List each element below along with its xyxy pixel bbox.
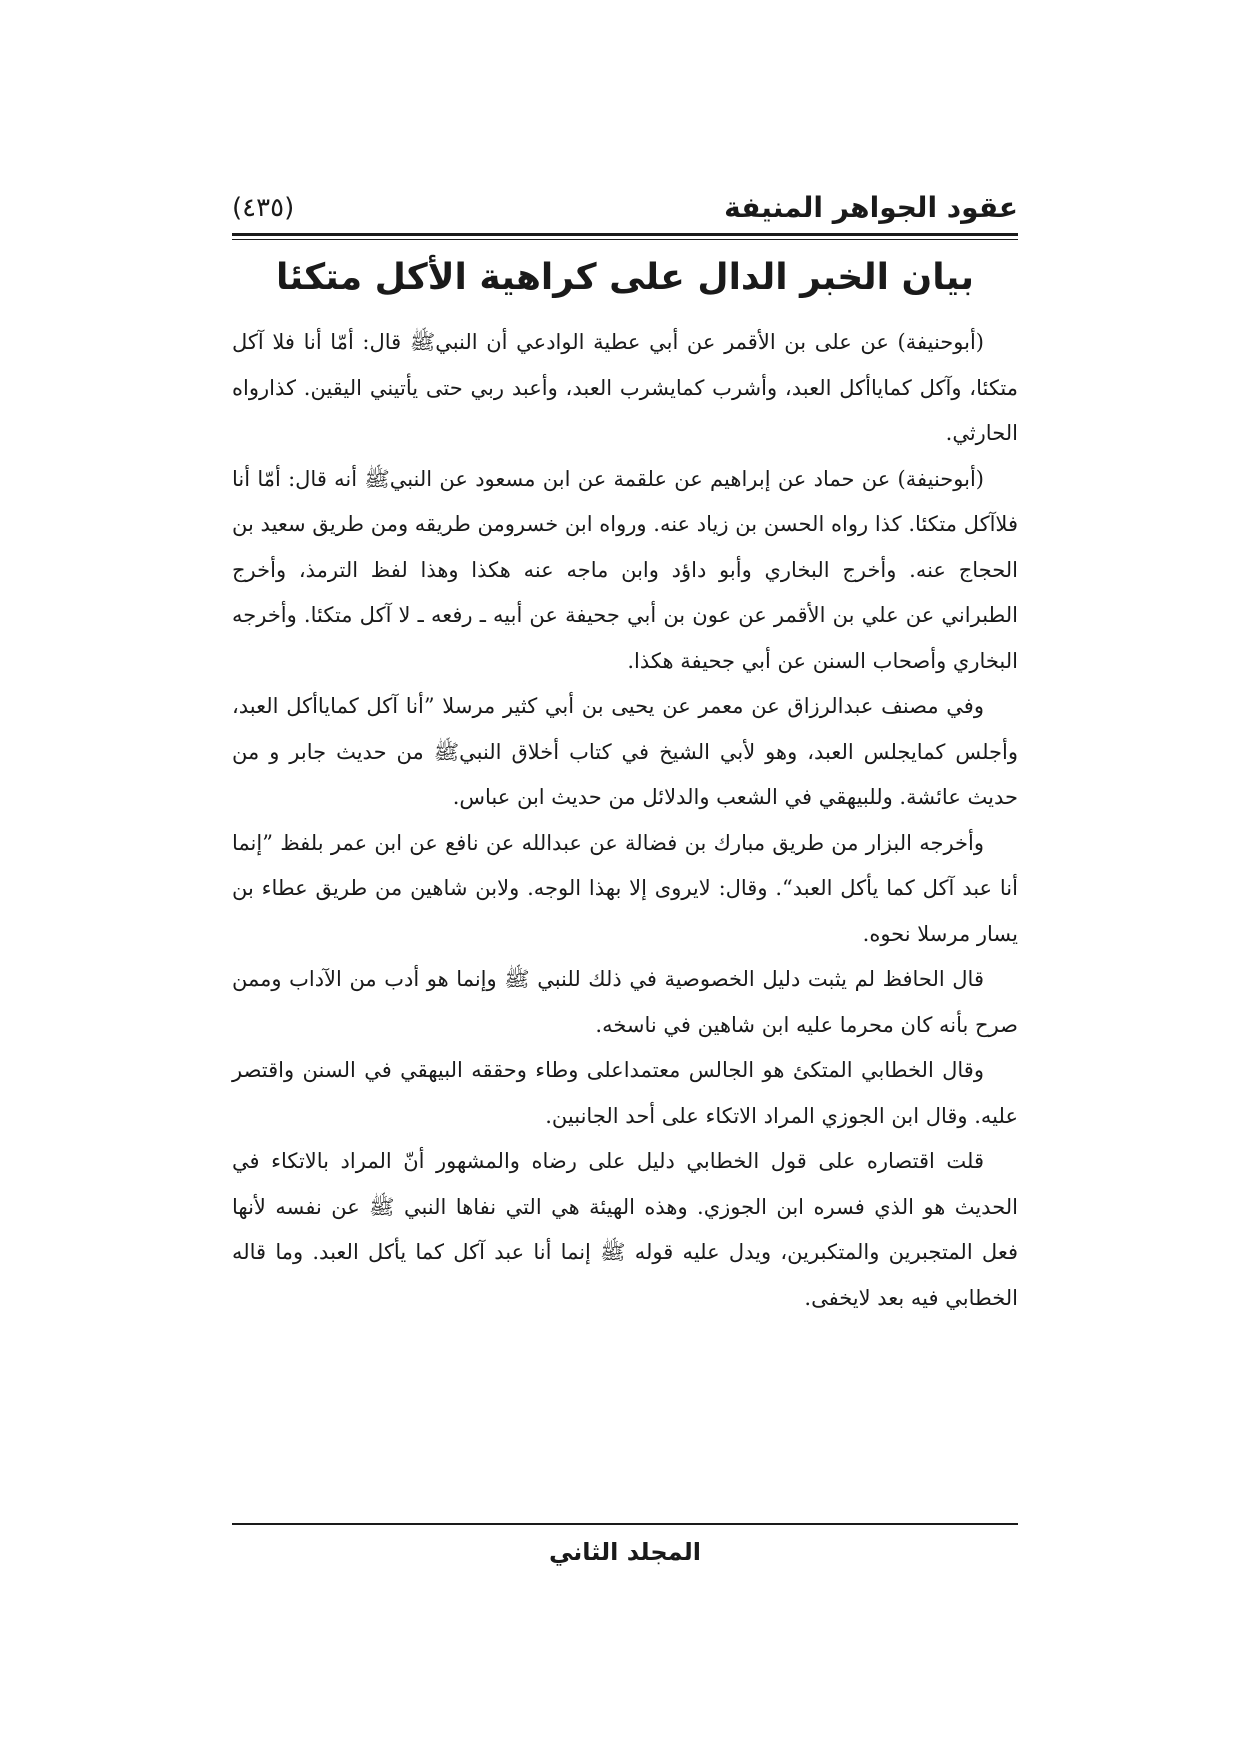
volume-footer: المجلد الثاني xyxy=(549,1538,701,1566)
paragraph: قلت اقتصاره على قول الخطابي دليل على رضاه والمشهور أنّ المراد بالاتكاء في الحديث هو الذي فسره ابن الجوزي. وهذه الهيئة هي التي نفاها النبي ﷺ عن نفسه لأنها فعل المتجبرين والمتكبرين، ويدل عليه قوله ﷺ إنما أنا عبد آكل كما يأكل العبد. وما قاله الخطابي فيه بعد لايخفى. xyxy=(232,1149,1018,1310)
paragraph: وقال الخطابي المتكئ هو الجالس معتمداعلى وطاء وحققه البيهقي في السنن واقتصر عليه. وقال ابن الجوزي المراد الاتكاء على أحد الجانبين. xyxy=(232,1058,1018,1128)
page-number: (٤٣٥) xyxy=(232,193,295,223)
page-header xyxy=(232,186,1018,230)
paragraph: (أبوحنيفة) عن على بن الأقمر عن أبي عطية الوادعي أن النبيﷺ قال: أمّا أنا فلا آكل متكئا، وآكل كماياأكل العبد، وأشرب كمايشرب العبد، وأعبد ربي حتى يأتيني اليقين. كذارواه الحارثي. xyxy=(232,330,1018,445)
paragraph: (أبوحنيفة) عن حماد عن إبراهيم عن علقمة عن ابن مسعود عن النبيﷺ أنه قال: أمّا أنا فلاآكل متكئا. كذا رواه الحسن بن زياد عنه. ورواه ابن خسرومن طريقه ومن طريق سعيد بن الحجاج عنه. وأخرج البخاري وأبو داؤد وابن ماجه عنه هكذا وهذا لفظ الترمذ، وأخرج الطبراني عن علي بن الأقمر عن عون بن أبي جحيفة عن أبيه ـ رفعه ـ لا آكل متكئا. وأخرجه البخاري وأصحاب السنن عن أبي جحيفة هكذا. xyxy=(232,466,1018,673)
body-text xyxy=(232,320,1018,1321)
paragraph: وأخرجه البزار من طريق مبارك بن فضالة عن عبدالله عن نافع عن ابن عمر بلفظ ”إنما أنا عبد آكل كما يأكل العبد“. وقال: لايروى إلا بهذا الوجه. ولابن شاهين من طريق عطاء بن يسار مرسلا نحوه. xyxy=(232,830,1018,946)
header-rule-thin xyxy=(232,239,1018,240)
running-head-title: عقود الجواهر المنيفة xyxy=(724,191,1018,224)
header-rule-thick xyxy=(232,233,1018,236)
chapter-title: بيان الخبر الدال على كراهية الأكل متكئا xyxy=(276,257,974,298)
footer-rule xyxy=(232,1523,1018,1525)
paragraph: وفي مصنف عبدالرزاق عن معمر عن يحيى بن أبي كثير مرسلا ”أنا آكل كماياأكل العبد، وأجلس كمايجلس العبد، وهو لأبي الشيخ في كتاب أخلاق النبيﷺ من حديث جابر و من حديث عائشة. وللبيهقي في الشعب والدلائل من حديث ابن عباس. xyxy=(232,694,1018,809)
paragraph: قال الحافظ لم يثبت دليل الخصوصية في ذلك للنبي ﷺ وإنما هو أدب من الآداب وممن صرح بأنه كان محرما عليه ابن شاهين في ناسخه. xyxy=(232,967,1018,1037)
